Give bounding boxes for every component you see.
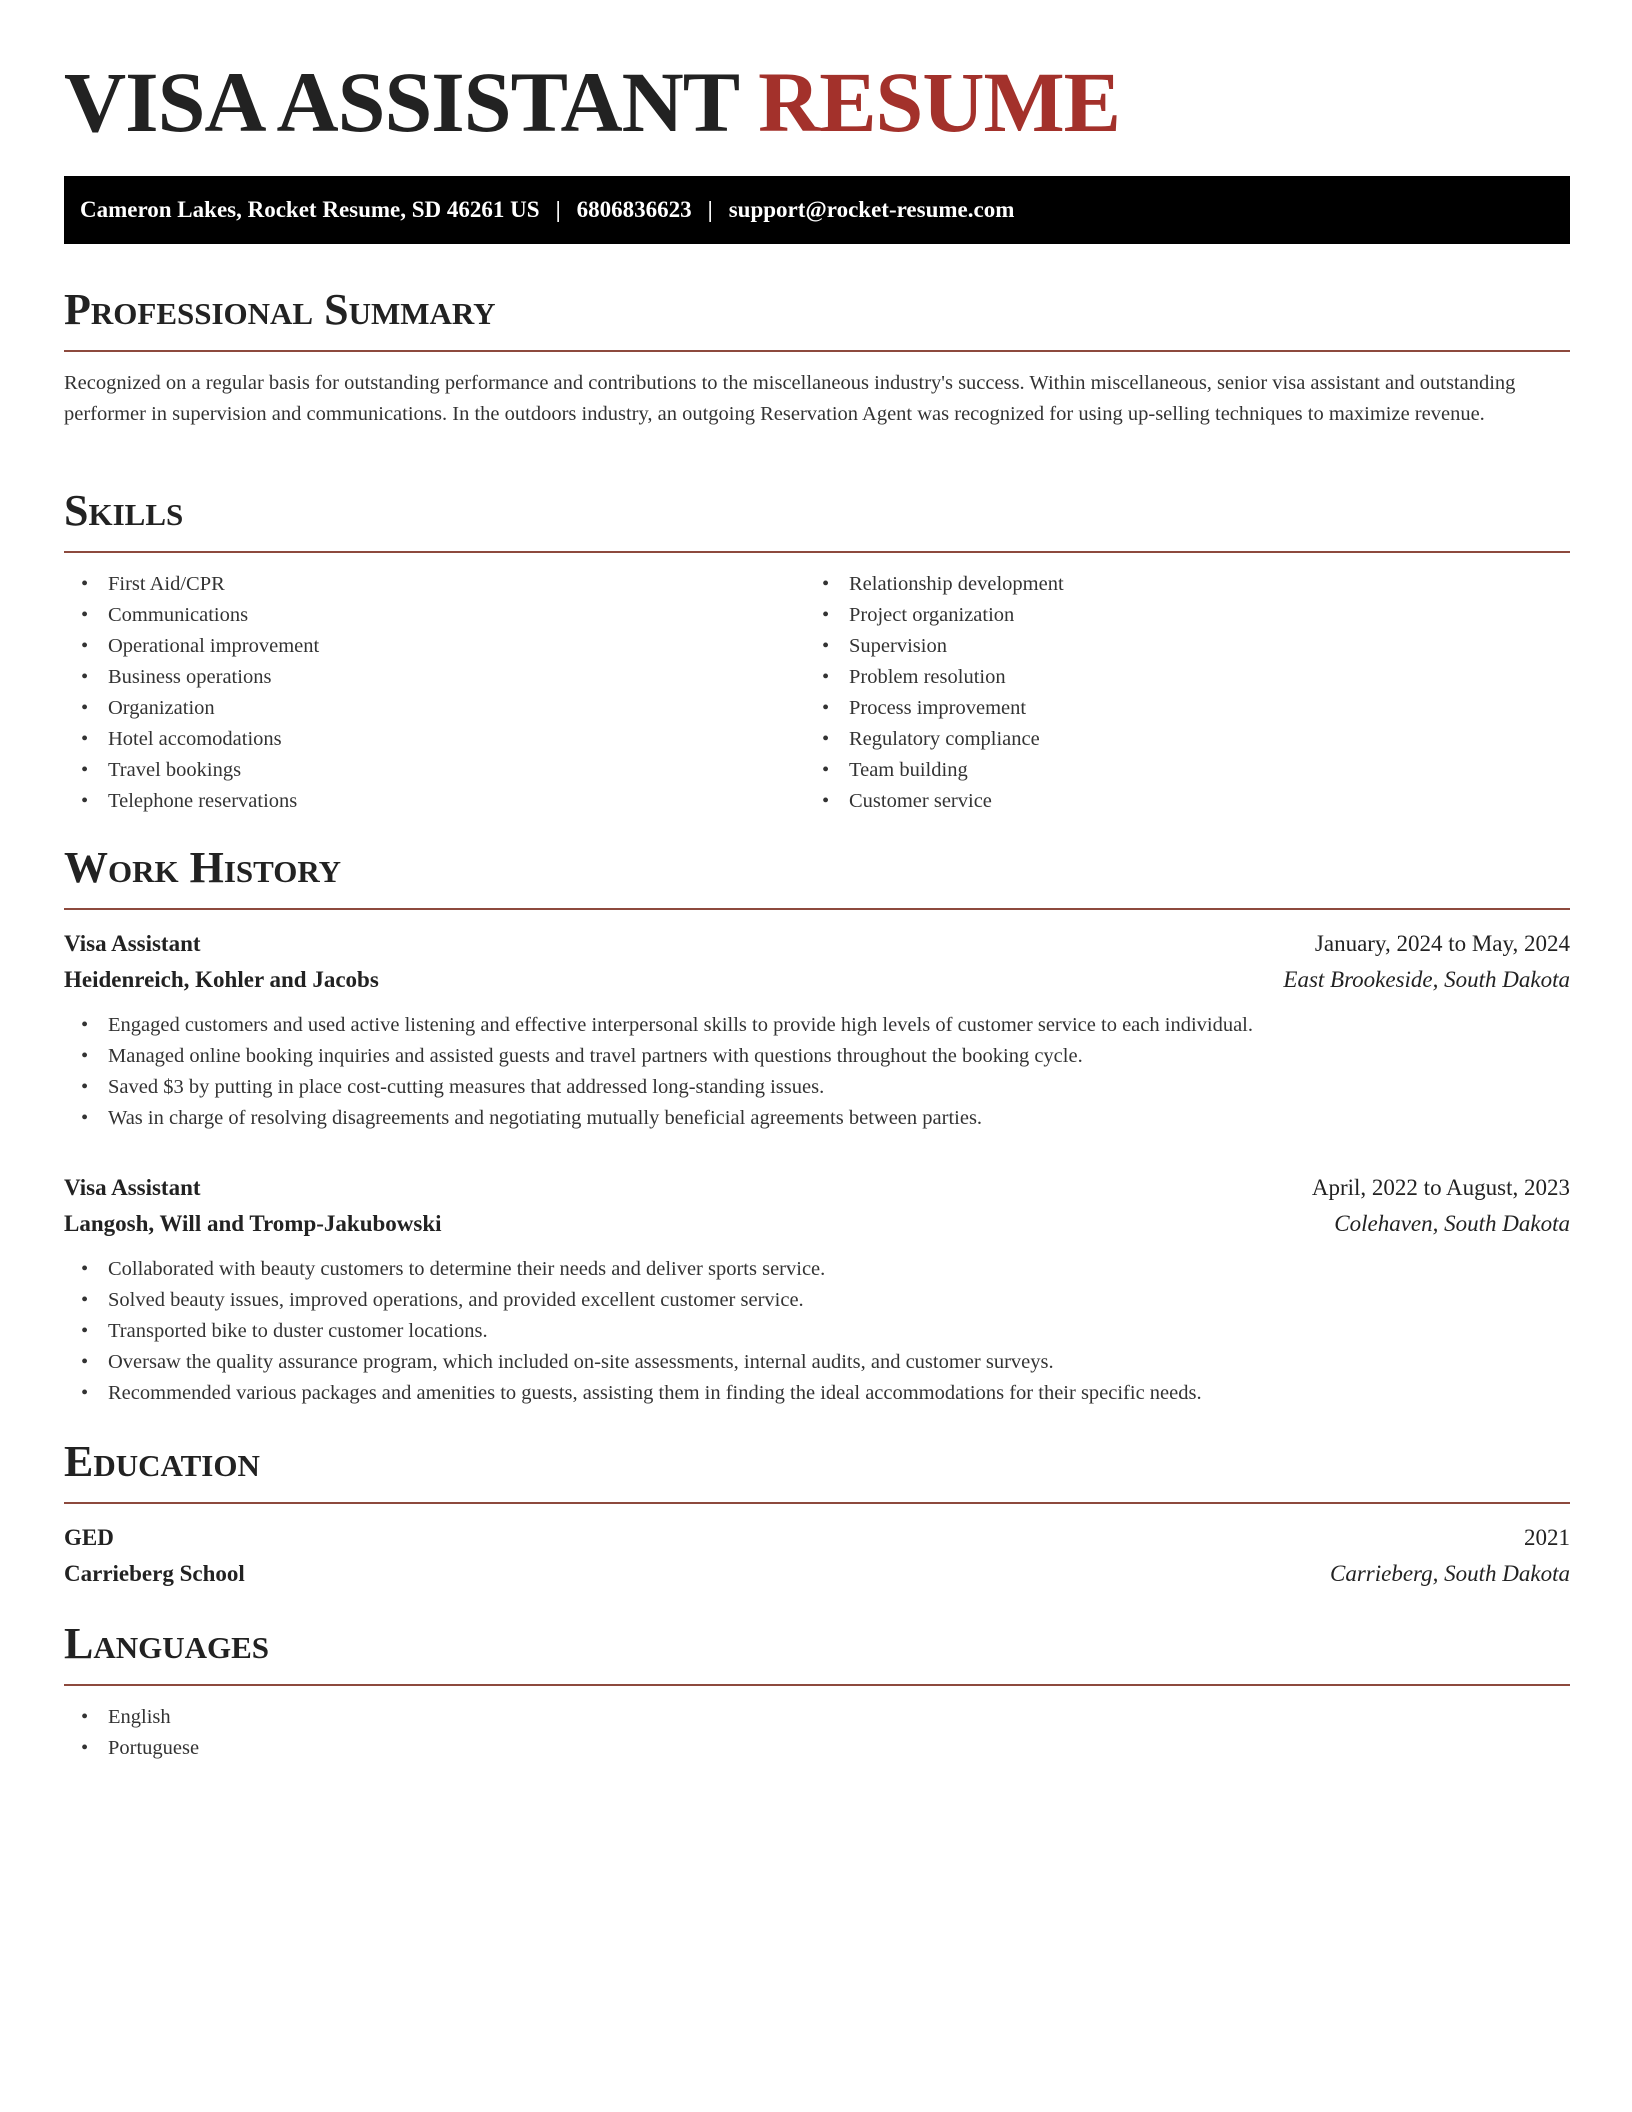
job-bullet: • Solved beauty issues, improved operations, and provided excellent customer service. xyxy=(64,1285,1570,1316)
job-entry xyxy=(64,926,1570,1134)
title-accent: RESUME xyxy=(758,54,1121,150)
education-location: Carrieberg, South Dakota xyxy=(1330,1561,1570,1586)
resume-title xyxy=(64,52,1120,152)
skills-list-right xyxy=(805,569,1546,817)
job-bullet: • Recommended various packages and amenities to guests, assisting them in finding the ideal accommodations for their specific needs. xyxy=(64,1378,1570,1409)
job-location: Colehaven, South Dakota xyxy=(1334,1211,1570,1236)
education-entry xyxy=(64,1520,1570,1592)
skill-item: • Operational improvement xyxy=(64,631,805,662)
job-title: Visa Assistant xyxy=(64,1175,201,1200)
job-company: Langosh, Will and Tromp-Jakubowski xyxy=(64,1211,442,1236)
languages-list xyxy=(64,1702,1570,1764)
skill-item: • Supervision xyxy=(805,631,1546,662)
language-item: • Portuguese xyxy=(64,1733,1570,1764)
work-heading: Work History xyxy=(64,843,342,892)
title-main: VISA ASSISTANT xyxy=(64,54,738,150)
skills-list-left xyxy=(64,569,805,817)
job-bullets xyxy=(64,1010,1570,1134)
job-bullet: • Saved $3 by putting in place cost-cutting measures that addressed long-standing issues. xyxy=(64,1072,1570,1103)
skill-item: • First Aid/CPR xyxy=(64,569,805,600)
summary-heading: Professional Summary xyxy=(64,285,496,334)
job-company: Heidenreich, Kohler and Jacobs xyxy=(64,967,379,992)
skill-item: • Hotel accomodations xyxy=(64,724,805,755)
job-header xyxy=(64,926,1570,962)
job-bullets xyxy=(64,1254,1570,1409)
education-year: 2021 xyxy=(1524,1525,1570,1550)
contact-phone: 6806836623 xyxy=(576,197,692,222)
job-bullet: • Was in charge of resolving disagreements and negotiating mutually beneficial agreements between parties. xyxy=(64,1103,1570,1134)
skills-columns xyxy=(64,569,1570,817)
work-section xyxy=(64,838,1570,1409)
job-dates: April, 2022 to August, 2023 xyxy=(1311,1175,1570,1200)
skills-section xyxy=(64,481,1570,817)
job-subheader xyxy=(64,1206,1570,1242)
languages-heading: Languages xyxy=(64,1619,270,1668)
skill-item: • Relationship development xyxy=(805,569,1546,600)
job-entry xyxy=(64,1170,1570,1409)
section-divider xyxy=(64,350,1570,352)
skill-item: • Project organization xyxy=(805,600,1546,631)
contact-bar xyxy=(64,176,1570,244)
job-bullet: • Managed online booking inquiries and assisted guests and travel partners with questions throughout the booking cycle. xyxy=(64,1041,1570,1072)
education-section xyxy=(64,1432,1570,1592)
section-divider xyxy=(64,1684,1570,1686)
skill-item: • Team building xyxy=(805,755,1546,786)
summary-text: Recognized on a regular basis for outstanding performance and contributions to the miscellaneous industry's success. Within miscellaneous, senior visa assistant and outstanding performer in supervision and communications. In the outdoors industry, an outgoing Reservation Agent was recognized for using up-selling techniques to maximize revenue. xyxy=(64,372,1516,425)
skill-item: • Travel bookings xyxy=(64,755,805,786)
contact-email[interactable]: support@rocket-resume.com xyxy=(728,197,1015,222)
job-subheader xyxy=(64,962,1570,998)
language-item: • English xyxy=(64,1702,1570,1733)
contact-separator: | xyxy=(707,197,713,222)
section-divider xyxy=(64,1502,1570,1504)
skill-item: • Telephone reservations xyxy=(64,786,805,817)
skill-item: • Regulatory compliance xyxy=(805,724,1546,755)
contact-separator: | xyxy=(555,197,561,222)
section-divider xyxy=(64,551,1570,553)
contact-address: Cameron Lakes, Rocket Resume, SD 46261 US xyxy=(80,197,540,222)
summary-section xyxy=(64,280,1570,430)
job-dates: January, 2024 to May, 2024 xyxy=(1314,931,1570,956)
education-degree: GED xyxy=(64,1525,114,1550)
job-bullet: • Engaged customers and used active listening and effective interpersonal skills to provide high levels of customer service to each individual. xyxy=(64,1010,1570,1041)
skill-item: • Process improvement xyxy=(805,693,1546,724)
job-location: East Brookeside, South Dakota xyxy=(1283,967,1570,992)
job-title: Visa Assistant xyxy=(64,931,201,956)
job-bullet: • Collaborated with beauty customers to determine their needs and deliver sports service. xyxy=(64,1254,1570,1285)
skills-heading: Skills xyxy=(64,486,184,535)
section-divider xyxy=(64,908,1570,910)
skill-item: • Problem resolution xyxy=(805,662,1546,693)
job-bullet: • Oversaw the quality assurance program, which included on-site assessments, internal audits, and customer surveys. xyxy=(64,1347,1570,1378)
skill-item: • Customer service xyxy=(805,786,1546,817)
education-school: Carrieberg School xyxy=(64,1561,245,1586)
skill-item: • Organization xyxy=(64,693,805,724)
education-heading: Education xyxy=(64,1437,260,1486)
skill-item: • Business operations xyxy=(64,662,805,693)
languages-section xyxy=(64,1614,1570,1764)
education-header xyxy=(64,1520,1570,1556)
job-bullet: • Transported bike to duster customer locations. xyxy=(64,1316,1570,1347)
skill-item: • Communications xyxy=(64,600,805,631)
job-header xyxy=(64,1170,1570,1206)
education-subheader xyxy=(64,1556,1570,1592)
